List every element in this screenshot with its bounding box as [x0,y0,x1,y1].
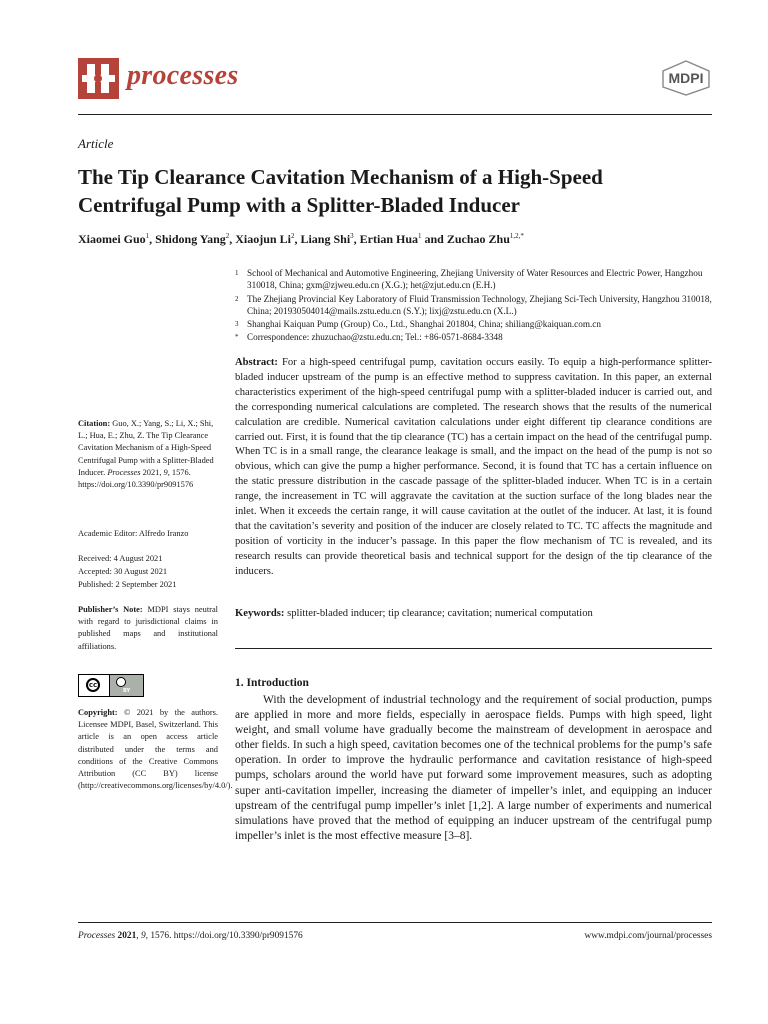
footer-journal-url[interactable]: www.mdpi.com/journal/processes [584,931,712,941]
affiliation-number: 3 [235,320,239,328]
person-icon [116,677,126,687]
author-name: Xiaojun Li [235,232,291,246]
footer-year: 2021 [117,931,137,941]
author-affil-mark: 3 [350,232,354,240]
keywords [235,608,712,619]
footer-volume: 9 [140,931,146,941]
author-separator: , [149,232,156,246]
keywords-text: splitter-bladed inducer; tip clearance; cavitation; numerical computation [287,608,593,619]
affiliation-text: Shanghai Kaiquan Pump (Group) Co., Ltd., Shanghai 201804, China; shiliang@kaiquan.com.cn [247,319,601,329]
cc-section [79,675,110,696]
article-title: The Tip Clearance Cavitation Mechanism of a High-Speed Centrifugal Pump with a Splitter-Bladed Inducer [78,165,603,217]
publisher-name: MDPI [668,70,704,86]
publisher-note [78,604,218,653]
copyright-label: Copyright: [78,708,118,717]
abstract [235,356,712,580]
affiliation-text: Correspondence: zhuzuchao@zstu.edu.cn; Tel.: +86-0571-8684-3348 [247,332,503,342]
footer-journal: Processes [78,931,116,941]
affiliation-number: 1 [235,269,239,277]
author-name: Xiaomei Guo [78,232,146,246]
author-affil-mark: 1 [145,232,150,240]
accepted-date: Accepted: 30 August 2021 [78,567,168,576]
author-affil-mark: 1,2,* [509,232,524,240]
copyright-block [78,707,233,792]
journal-logo-icon [78,58,119,99]
author-name: Liang Shi [300,232,351,246]
abstract-rule [235,648,712,649]
author-separator: , [353,232,360,246]
citation-text: Guo, X.; Yang, S.; Li, X.; Shi, L.; Hua, E.; Zhu, Z. The Tip Clearance Cavitation Mechanism of a High-Speed Centrifugal Pump with a Splitter-Bladed Inducer. [78,419,214,477]
author-separator: , [229,232,236,246]
citation-block: Citation: Guo, X.; Yang, S.; Li, X.; Shi, L.; Hua, E.; Zhu, Z. The Tip Clearance Cavitation Mechanism of a High-Speed Centrifugal Pump with a Splitter-Bladed Inducer. Processes 2021, 9, 1576. https://doi.org/10.3390/pr9091576 [78,419,214,490]
publisher-note-label: Publisher’s Note: [78,605,143,614]
publisher-note-text: MDPI stays neutral with regard to jurisdictional claims in published maps and institutional affiliations. [78,605,218,651]
author-list [78,232,708,247]
published-date: Published: 2 September 2021 [78,580,177,589]
footer-citation: Processes 2021, 9, 1576. https://doi.org/10.3390/pr9091576 [78,931,303,941]
author-affil-mark: 1 [418,232,422,240]
abstract-text: For a high-speed centrifugal pump, cavitation occurs easily. To equip a high-performance splitter-bladed inducer upstream of the pump is an effective method to suppress cavitation. In this paper, an external characteristics experiment of the high-speed centrifugal pump with a splitter-bladed inducer is carried out, and the corresponding numerical calculations are completed. The research shows that the results of the numerical calculation are credible. Numerical cavitation calculations under eight different tip clearance conditions are carried out. First, it is found that the tip clearance (TC) has a certain impact on the head of the centrifugal pump. When TC is in a small range, the clearance leakage is small, and the impact on the head of the pump is not so obvious, which can give the pump a higher performance. Second, it is found that TC has a certain influence on the static pressure distribution in the cascade passage of the splitter-bladed inducer. When TC is in a certain range, the increasement in TC will aggravate the cavitation at the suction surface of the long blades near the inlet. When it exceeds the certain range, it will cause cavitation at the outlet of the inducer. At last, it is found that the cavitation’s severity and position of the inducer are closely related to TC. TC affects the magnitude and position of vorticity in the inducer’s passage. In this paper the flow mechanism of TC is revealed, and its research results can provide theoretical basis and technical support for the design of the tip clearance of the inducers. [235,357,712,577]
received-date: Received: 4 August 2021 [78,554,163,563]
cc-circle-icon: cc [86,678,100,692]
author-name: Zuchao Zhu [446,232,510,246]
citation-journal: Processes [107,467,141,477]
citation-doi[interactable]: , 1576. https://doi.org/10.3390/pr9091576 [78,467,194,490]
abstract-label: Abstract: [235,357,278,368]
cc-by-label: BY [123,688,131,694]
affiliation-text: The Zhejiang Provincial Key Laboratory of Fluid Transmission Technology, Zhejiang Sci-Tech University, Hangzhou 310018, China; 201930504014@mails.zstu.edu.cn (S.Y.); lixj@zstu.edu.cn (X.L.) [247,294,712,317]
affiliation-number: * [235,333,239,341]
article-type: Article [78,136,114,151]
footer-doi[interactable]: , 1576. https://doi.org/10.3390/pr9091576 [145,931,303,941]
author-name: Ertian Hua [359,232,418,246]
copyright-text: © 2021 by the authors. Licensee MDPI, Basel, Switzerland. This article is an open access article distributed under the terms and conditions of the Creative Commons Attribution (CC BY) license (http://creativecommons.org/licenses/by/4.0/). [78,708,233,791]
author-separator: and [421,232,447,246]
citation-year: 2021 [142,467,160,477]
author-affil-mark: 2 [225,232,230,240]
introduction-paragraph: With the development of industrial technology and the requirement of social production, pumps are applied in more and more fields, especially in aerospace fields. Pumps with high speed, light weight, and small volume have gradually become the mainstream of development in aerospace and other fields. In such a high speed, cavitation becomes one of the technical problems for the pump’s safe operation. In order to improve the hydraulic performance and cavitation resistance of high-speed pumps, scholars around the world have put forward some improvement measures, such as adopting super anti-cavitation impeller, increasing the diameter of impeller’s inlet, and equipping an inducer upstream of the centrifugal pump impeller’s inlet [1,2]. A large number of experiments and numerical simulations have proved that the method of equipping an inducer upstream of the centrifugal pump impeller’s inlet is the most effective measure [3–8]. [235,694,712,842]
author-separator: , [294,232,301,246]
affiliation-text: School of Mechanical and Automotive Engineering, Zhejiang University of Water Resources and Electric Power, Hangzhou 310018, China; gxm@zjweu.edu.cn (X.G.); het@zjut.edu.cn (E.H.) [247,268,703,291]
author-affil-mark: 2 [290,232,295,240]
header-rule [78,114,712,115]
mdpi-logo-icon [660,60,712,96]
citation-label: Citation: [78,419,111,428]
citation-volume: 9 [163,467,168,477]
footer-rule [78,922,712,923]
academic-editor: Academic Editor: Alfredo Iranzo [78,529,189,538]
affiliation-number: 2 [235,295,239,303]
keywords-label: Keywords: [235,608,285,619]
journal-name: processes [127,60,239,91]
author-name: Shidong Yang [155,232,226,246]
cc-by-license-icon[interactable] [78,674,144,697]
section-heading: 1. Introduction [235,677,309,689]
